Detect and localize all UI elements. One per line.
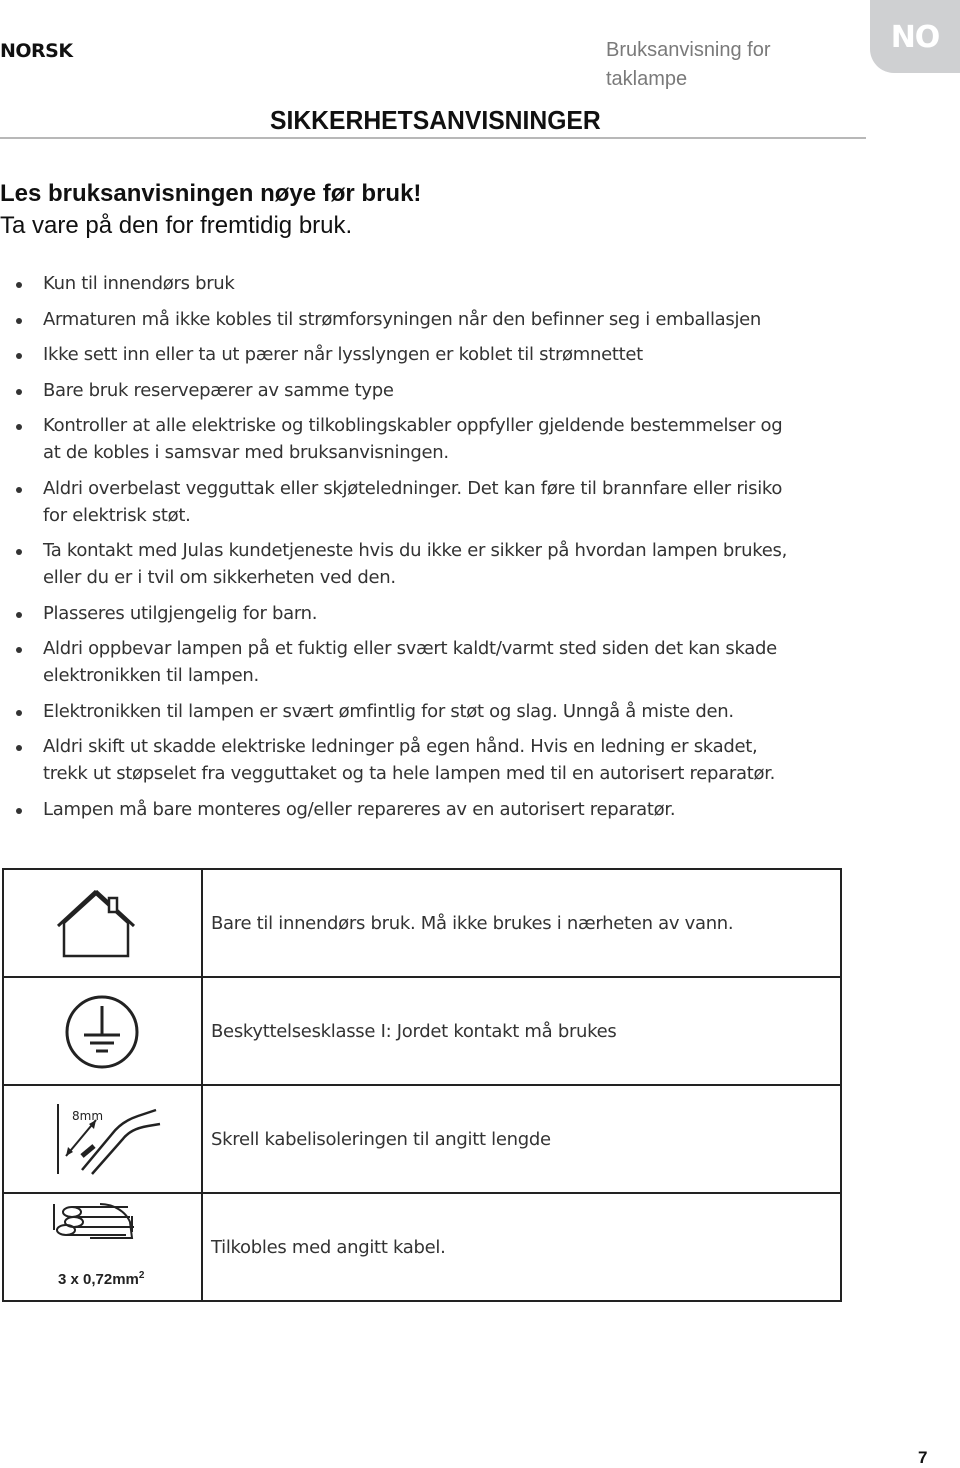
wire-strip-icon (52, 1098, 162, 1178)
symbol-description: Tilkobles med angitt kabel. (202, 1193, 841, 1301)
page-number: 7 (918, 1448, 928, 1467)
cable-spec-label: 3 x $0,72mm^2$ (58, 1270, 145, 1288)
bullet-text: Kun til innendørs bruk (43, 273, 235, 294)
safety-bullet-list (0, 270, 800, 831)
bullet-icon (16, 745, 22, 751)
bullet-icon (16, 389, 22, 395)
cable-cores-icon (50, 1200, 180, 1295)
ground-symbol-icon (62, 992, 142, 1072)
list-item (0, 306, 800, 333)
bullet-icon (16, 808, 22, 814)
intro-bold: Les bruksanvisningen nøye før bruk! (0, 180, 422, 207)
section-title: SIKKERHETSANVISNINGER (270, 105, 601, 135)
list-item (0, 341, 800, 368)
strip-length-label: 8mm (72, 1109, 104, 1123)
header-divider (0, 137, 866, 139)
document-title: Bruksanvisning for taklampe (606, 39, 771, 90)
bullet-text: Kontroller at alle elektriske og tilkoblingskabler oppfyller gjeldende bestemmelser og at de kobles i samsvar med bruksanvisningen. (43, 415, 783, 463)
bullet-icon (16, 282, 22, 288)
icon-cell (3, 869, 202, 977)
bullet-icon (16, 353, 22, 359)
bullet-text: Aldri oppbevar lampen på et fuktig eller svært kaldt/varmt sted siden det kan skade elektronikken til lampen. (43, 638, 777, 686)
bullet-text: Elektronikken til lampen er svært ømfintlig for støt og slag. Unngå å miste den. (43, 700, 734, 722)
icon-cell (3, 1193, 202, 1301)
house-icon (56, 890, 136, 960)
table-row (3, 977, 841, 1085)
bullet-icon (16, 710, 22, 716)
bullet-icon (16, 549, 22, 555)
bullet-text: Armaturen må ikke kobles til strømforsyningen når den befinner seg i emballasjen (43, 308, 762, 330)
list-item (0, 635, 800, 689)
bullet-text: Ikke sett inn eller ta ut pærer når lysslyngen er koblet til strømnettet (43, 344, 643, 365)
bullet-text: Lampen må bare monteres og/eller repareres av en autorisert reparatør. (43, 798, 676, 820)
intro-text (0, 178, 421, 242)
symbol-description: Beskyttelsesklasse I: Jordet kontakt må brukes (202, 977, 841, 1085)
list-item (0, 270, 800, 297)
bullet-text: Aldri skift ut skadde elektriske ledninger på egen hånd. Hvis en ledning er skadet, trekk ut støpselet fra vegguttaket og ta hele lampen med til en autorisert reparatør. (43, 736, 776, 784)
bullet-icon (16, 647, 22, 653)
language-tab: NO (870, 0, 960, 73)
symbol-description: Skrell kabelisoleringen til angitt lengde (202, 1085, 841, 1193)
icon-cell (3, 977, 202, 1085)
bullet-icon (16, 487, 22, 493)
table-row (3, 1193, 841, 1301)
list-item (0, 733, 800, 787)
bullet-text: Aldri overbelast vegguttak eller skjøteledninger. Det kan føre til brannfare eller risiko for elektrisk støt. (43, 477, 783, 526)
bullet-icon (16, 318, 22, 324)
bullet-icon (16, 612, 22, 618)
list-item (0, 475, 800, 529)
list-item (0, 537, 800, 591)
bullet-text: Plasseres utilgjengelig for barn. (43, 602, 318, 624)
list-item (0, 698, 800, 725)
list-item (0, 796, 800, 823)
bullet-icon (16, 424, 22, 430)
table-row (3, 869, 841, 977)
symbol-table (2, 868, 842, 1302)
bullet-text: Bare bruk reservepærer av samme type (43, 379, 394, 401)
table-row (3, 1085, 841, 1193)
icon-cell (3, 1085, 202, 1193)
language-label: NORSK (0, 40, 73, 62)
intro-regular: Ta vare på den for fremtidig bruk. (0, 212, 353, 239)
bullet-text: Ta kontakt med Julas kundetjeneste hvis du ikke er sikker på hvordan lampen brukes, eller du er i tvil om sikkerheten ved den. (43, 540, 788, 588)
symbol-description: Bare til innendørs bruk. Må ikke brukes i nærheten av vann. (202, 869, 841, 977)
list-item (0, 377, 800, 404)
list-item (0, 600, 800, 627)
list-item (0, 412, 800, 466)
